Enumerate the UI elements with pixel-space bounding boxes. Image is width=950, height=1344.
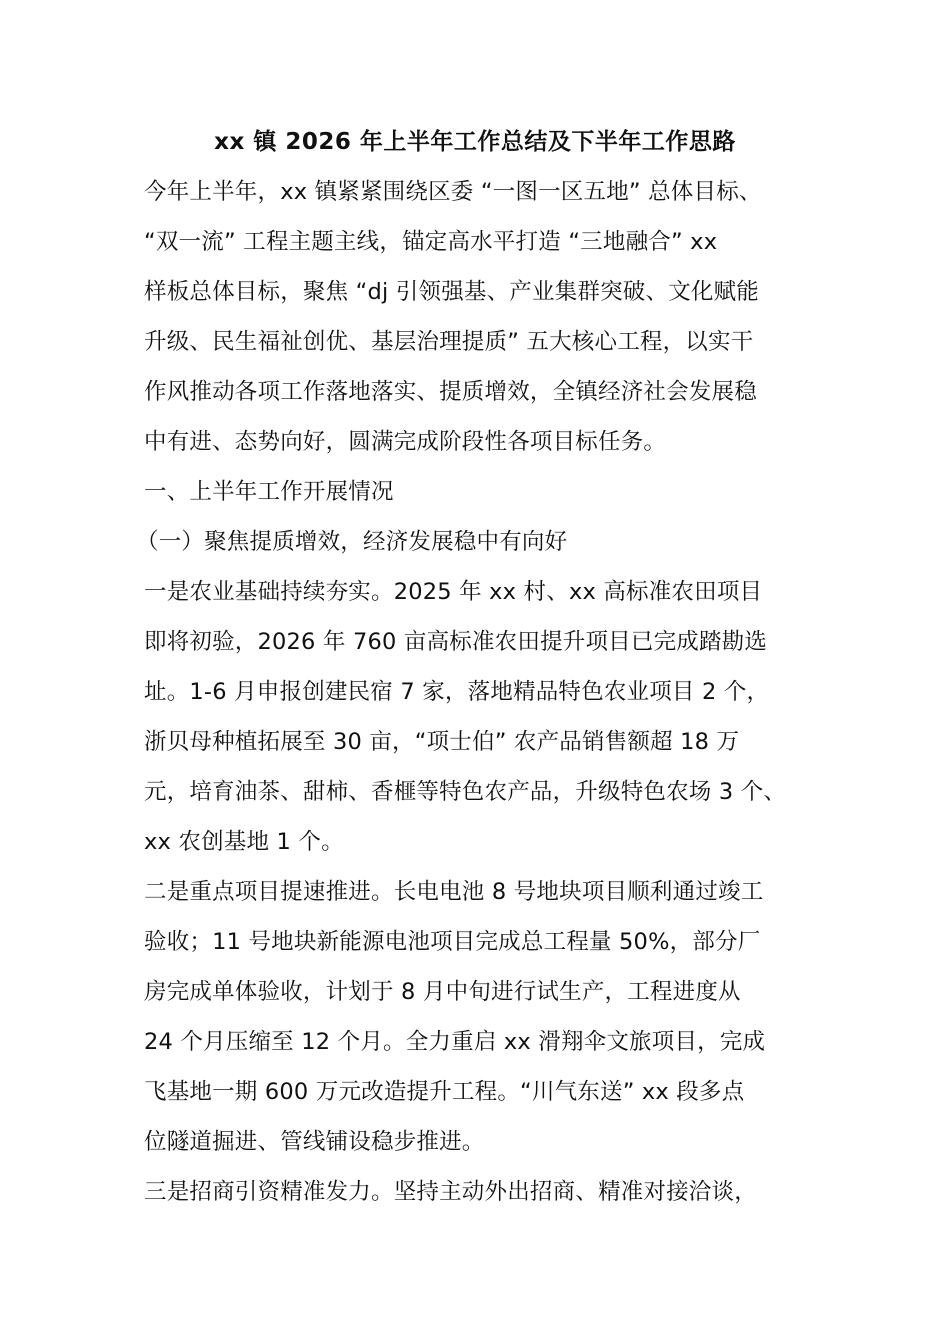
paragraph-line: “双一流” 工程主题主线，锚定高水平打造 “三地融合” xx [144,229,718,255]
paragraph-line: 升级、民生福祉创优、基层治理提质” 五大核心工程，以实干 [144,329,754,355]
subsection-heading: （一）聚焦提质增效，经济发展稳中有向好 [136,529,568,555]
paragraph-line: 作风推动各项工作落地落实、提质增效，全镇经济社会发展稳 [144,379,757,405]
paragraph-line: 即将初验，2026 年 760 亩高标准农田提升项目已完成踏勘选 [144,629,768,655]
paragraph-line: 一是农业基础持续夯实。2025 年 xx 村、xx 高标准农田项目 [144,579,763,605]
section-heading: 一、上半年工作开展情况 [144,479,394,505]
document-body [136,167,824,1217]
paragraph-line: 中有进、态势向好，圆满完成阶段性各项目标任务。 [144,429,667,455]
paragraph-line: 房完成单体验收，计划于 8 月中旬进行试生产，工程进度从 [144,979,741,1005]
paragraph-line: 三是招商引资精准发力。坚持主动外出招商、精准对接洽谈， [144,1179,757,1205]
document-title: xx 镇 2026 年上半年工作总结及下半年工作思路 [214,129,736,155]
paragraph-line: 今年上半年，xx 镇紧紧围绕区委 “一图一区五地” 总体目标、 [144,179,762,205]
paragraph-line: 样板总体目标，聚焦 “dj 引领强基、产业集群突破、文化赋能 [144,279,759,305]
paragraph-line: 飞基地一期 600 万元改造提升工程。“川气东送” xx 段多点 [144,1079,745,1105]
paragraph-line: xx 农创基地 1 个。 [144,829,344,855]
paragraph-line: 验收；11 号地块新能源电池项目完成总工程量 50%，部分厂 [144,929,761,955]
paragraph-line: 位隧道掘进、管线铺设稳步推进。 [144,1129,485,1155]
paragraph-line: 浙贝母种植拓展至 30 亩，“项士伯” 农产品销售额超 18 万 [144,729,740,755]
paragraph-line: 24 个月压缩至 12 个月。全力重启 xx 滑翔伞文旅项目，完成 [144,1029,766,1055]
paragraph-line: 二是重点项目提速推进。长电电池 8 号地块项目顺利通过竣工 [144,879,764,905]
paragraph-line: 元，培育油茶、甜柿、香榧等特色农产品，升级特色农场 3 个、 [144,779,787,805]
paragraph-line: 址。1-6 月申报创建民宿 7 家，落地精品特色农业项目 2 个， [144,679,770,705]
